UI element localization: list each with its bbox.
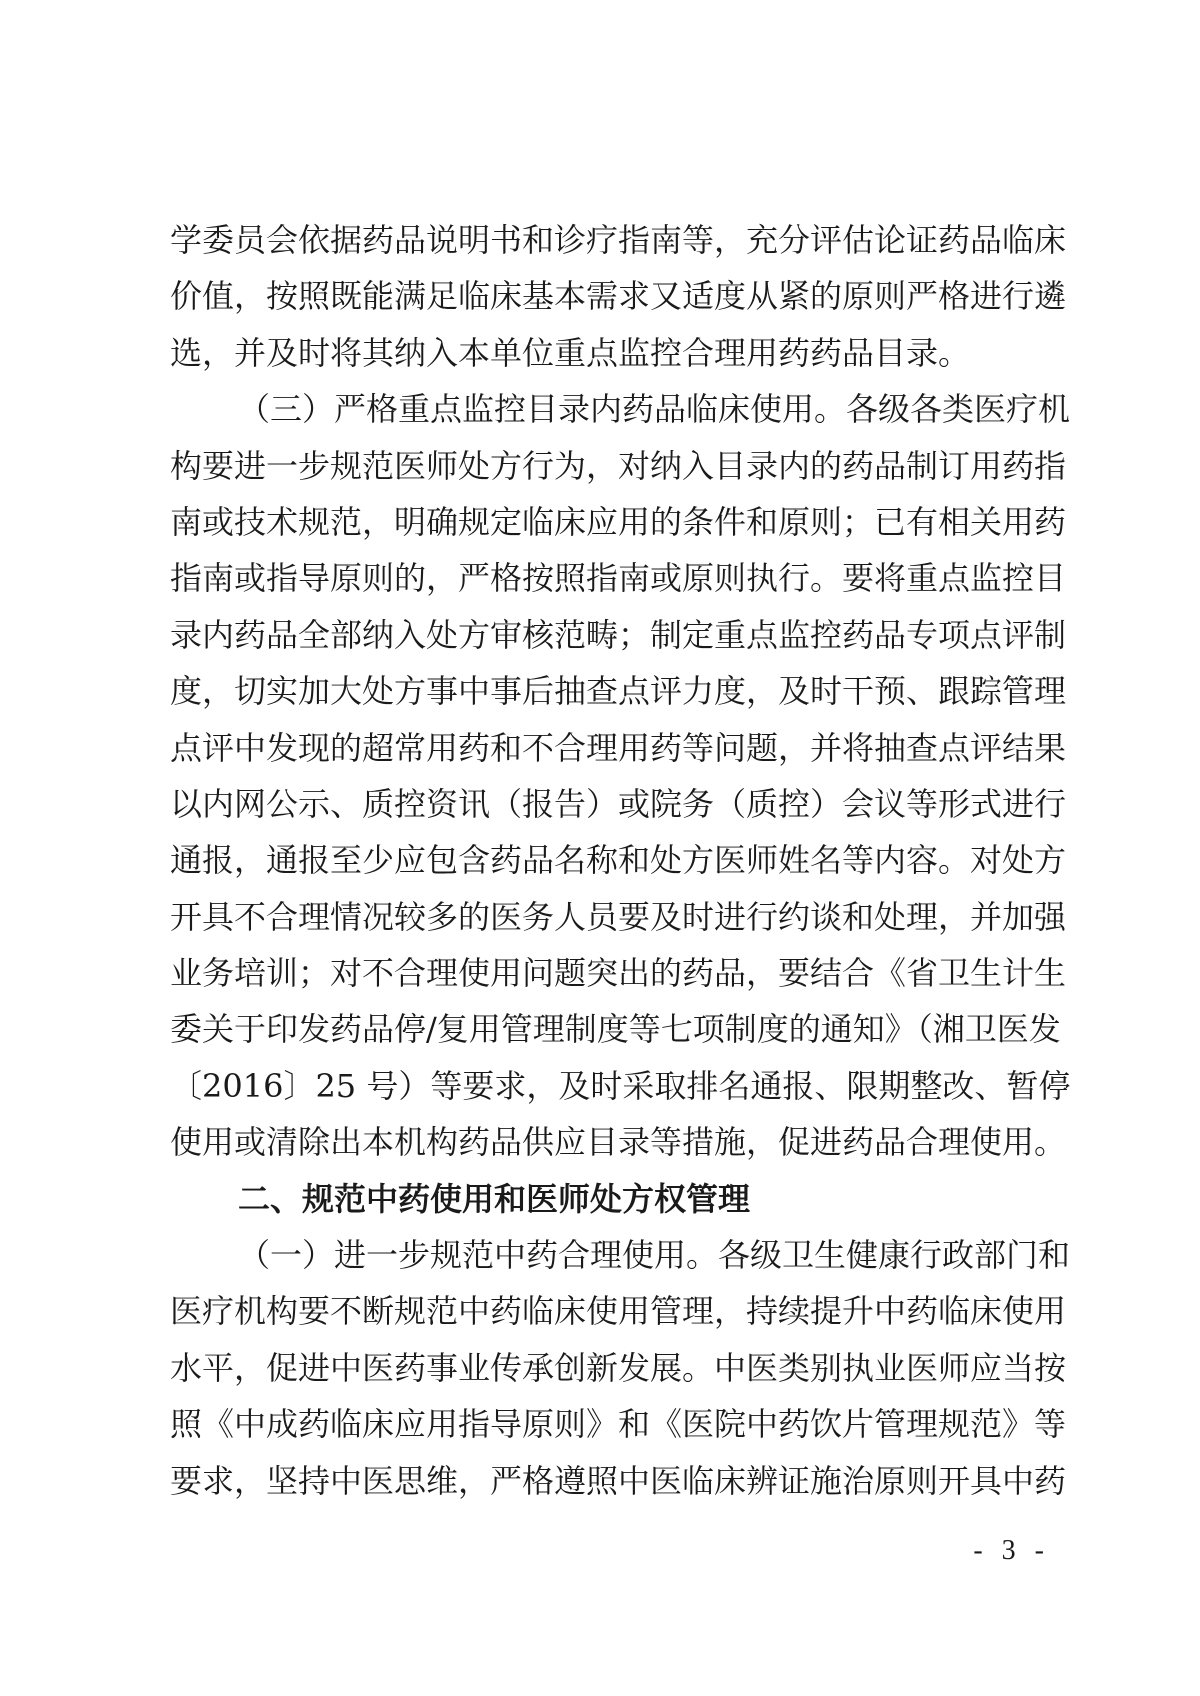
paragraph-line: （一）进一步规范中药合理使用。各级卫生健康行政部门和 bbox=[238, 1236, 1071, 1275]
body-text bbox=[170, 212, 1071, 1509]
paragraph-line: 水平，促进中医药事业传承创新发展。中医类别执业医师应当按 bbox=[170, 1348, 1067, 1387]
paragraph-line: 要求，坚持中医思维，严格遵照中医临床辨证施治原则开具中药 bbox=[170, 1461, 1067, 1500]
paragraph-line: 照《中成药临床应用指导原则》和《医院中药饮片管理规范》等 bbox=[170, 1405, 1067, 1444]
paragraph-line: 选，并及时将其纳入本单位重点监控合理用药药品目录。 bbox=[170, 333, 971, 372]
page-number: - 3 - bbox=[973, 1535, 1050, 1566]
paragraph-line: 构要进一步规范医师处方行为，对纳入目录内的药品制订用药指 bbox=[170, 446, 1067, 485]
paragraph-line: 使用或清除出本机构药品供应目录等措施，促进药品合理使用。 bbox=[170, 1123, 1067, 1162]
paragraph-line: 医疗机构要不断规范中药临床使用管理，持续提升中药临床使用 bbox=[170, 1292, 1067, 1331]
paragraph-line: 南或技术规范，明确规定临床应用的条件和原则；已有相关用药 bbox=[170, 502, 1067, 541]
section-heading: 二、规范中药使用和医师处方权管理 bbox=[238, 1179, 751, 1218]
paragraph-line: （三）严格重点监控目录内药品临床使用。各级各类医疗机 bbox=[238, 390, 1071, 429]
paragraph-line: 委关于印发药品停/复用管理制度等七项制度的通知》（湘卫医发 bbox=[170, 1010, 1061, 1049]
paragraph-line: 价值，按照既能满足临床基本需求又适度从紧的原则严格进行遴 bbox=[170, 277, 1067, 316]
paragraph-line: 〔2016〕25 号）等要求，及时采取排名通报、限期整改、暂停 bbox=[170, 1066, 1071, 1105]
paragraph-line: 业务培训；对不合理使用问题突出的药品，要结合《省卫生计生 bbox=[170, 954, 1067, 993]
paragraph-line: 指南或指导原则的，严格按照指南或原则执行。要将重点监控目 bbox=[170, 559, 1067, 598]
paragraph-line: 学委员会依据药品说明书和诊疗指南等，充分评估论证药品临床 bbox=[170, 221, 1067, 259]
paragraph-line: 点评中发现的超常用药和不合理用药等问题，并将抽查点评结果 bbox=[170, 728, 1067, 767]
paragraph-line: 通报，通报至少应包含药品名称和处方医师姓名等内容。对处方 bbox=[170, 841, 1067, 880]
paragraph-line: 开具不合理情况较多的医务人员要及时进行约谈和处理，并加强 bbox=[170, 897, 1067, 936]
paragraph-line: 度，切实加大处方事中事后抽查点评力度，及时干预、跟踪管理 bbox=[170, 672, 1067, 711]
paragraph-line: 以内网公示、质控资讯（报告）或院务（质控）会议等形式进行 bbox=[170, 784, 1067, 823]
paragraph-line: 录内药品全部纳入处方审核范畴；制定重点监控药品专项点评制 bbox=[170, 615, 1067, 654]
